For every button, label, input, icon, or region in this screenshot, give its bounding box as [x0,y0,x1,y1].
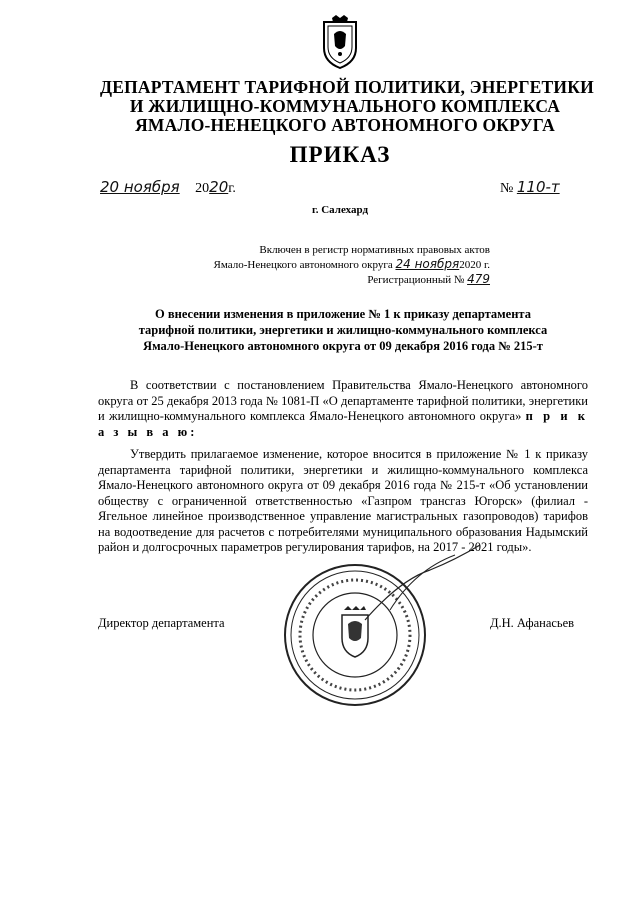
registry-line-2-prefix: Ямало-Ненецкого автономного округа [213,259,393,271]
registry-line-3 [160,272,490,287]
department-line-2: И ЖИЛИЩНО-КОММУНАЛЬНОГО КОМПЛЕКСА [129,96,561,116]
subject-line-2: тарифной политики, энергетики и жилищно-коммунального комплекса [138,323,548,337]
registry-note [160,243,490,287]
registry-line-2-suffix: 2020 г. [459,259,490,271]
order-paragraph: Утвердить прилагаемое изменение, которое вносится в приложение № 1 к приказу департамента тарифной политики, энергетики и жилищно-коммунального комплекса Ямало-Ненецкого автономного округа от 09 декабря 2016 года № 215-т «Об установлении обществу с ограниченной ответственностью «Газпром трансгаз Югорск» (филиал - Ягельное линейное производственное управление магистральных газопроводов) тарифов на водоотведение для расчетов с потребителями муниципального образования Надымский район и долгосрочных параметров регулирования тарифов, на 2017 - 2021 годы». [98,447,588,554]
number-prefix: № [500,181,514,196]
order-date [100,178,236,197]
subject-line-1: О внесении изменения в приложение № 1 к приказу департамента [155,307,531,321]
year-prefix: 20 [195,181,210,196]
city: г. Салехард [311,204,369,216]
handwritten-signature-icon [360,540,490,630]
year-handwritten: 20 [209,178,229,196]
preamble-paragraph [98,378,588,440]
date-handwritten: 20 ноября [100,178,180,196]
subject-line-3: Ямало-Ненецкого автономного округа от 09 декабря 2016 года № 215-т [143,339,543,353]
registry-number-prefix: Регистрационный № [367,274,465,286]
coat-of-arms-icon [318,14,362,70]
registry-line-2 [160,257,490,272]
preamble-text: В соответствии с постановлением Правительства Ямало-Ненецкого автономного округа от 25 декабря 2013 года № 1081-П «О департаменте тарифной политики, энергетики и жилищно-коммунального комплекса Ямало-Ненецкого автономного округа» [98,378,588,423]
document-subject [98,306,588,354]
document-type-title: ПРИКАЗ [289,142,391,167]
signatory-name: Д.Н. Афанасьев [490,616,575,630]
registry-number-handwritten: 479 [467,272,490,286]
year-suffix: г. [228,181,236,196]
number-handwritten: 110-т [516,178,560,196]
department-name [100,77,594,135]
department-line-1: ДЕПАРТАМЕНТ ТАРИФНОЙ ПОЛИТИКИ, ЭНЕРГЕТИКИ [100,77,594,97]
registry-line-1: Включен в регистр нормативных правовых актов [259,244,490,256]
order-word: п р и к а з ы в а ю: [98,409,588,439]
order-number [500,178,560,197]
signatory-position: Директор департамента [98,616,225,630]
department-line-3: ЯМАЛО-НЕНЕЦКОГО АВТОНОМНОГО ОКРУГА [135,115,555,135]
registry-date-handwritten: 24 ноября [395,257,460,271]
